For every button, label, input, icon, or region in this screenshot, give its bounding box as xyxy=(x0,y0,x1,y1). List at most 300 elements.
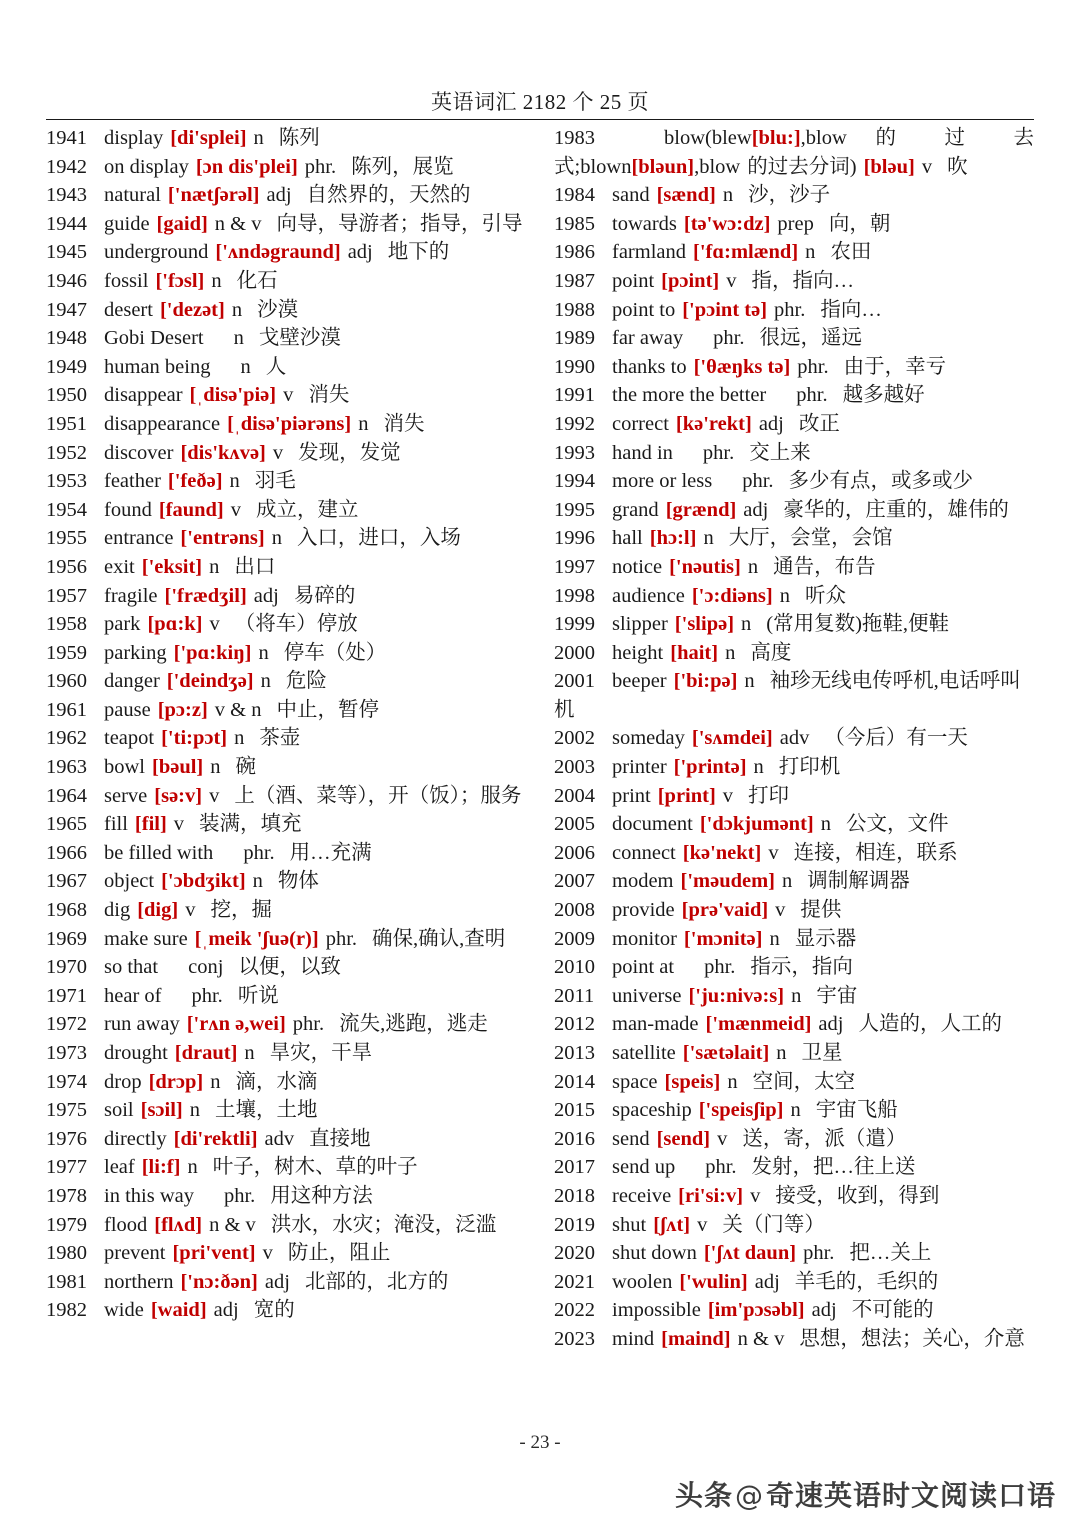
entry-part-of-speech: phr. xyxy=(742,470,774,493)
entry-part-of-speech: adj xyxy=(754,1270,780,1293)
entry-phonetic: [ɔn dis'plei] xyxy=(195,155,298,178)
dictionary-entry xyxy=(46,153,532,182)
entry-number: 1998 xyxy=(554,584,595,607)
entry-translation: 挖，掘 xyxy=(210,899,272,922)
entry-number: 1980 xyxy=(46,1242,87,1265)
entry-phonetic: ['nætʃərəl] xyxy=(167,184,260,207)
dictionary-entry xyxy=(46,1211,532,1240)
entry-translation: 中止，暂停 xyxy=(276,698,379,721)
entry-phonetic: ['ɔbdʒikt] xyxy=(161,870,246,893)
entry-phonetic: ['mænmeid] xyxy=(705,1013,812,1036)
entry-phonetic: ['pɑ:kiŋ] xyxy=(173,641,252,664)
dictionary-entry xyxy=(46,696,532,725)
entry-part-of-speech: n xyxy=(187,1156,198,1179)
dictionary-entry xyxy=(46,296,532,325)
entry-translation: 提供 xyxy=(800,899,842,922)
entry-word: grand xyxy=(612,498,659,521)
entry-word: slipper xyxy=(612,613,668,636)
entry-phonetic: ['eksit] xyxy=(141,555,203,578)
watermark-account: 奇速英语时文阅读口语 xyxy=(765,1479,1056,1512)
entry-part-of-speech: n xyxy=(260,670,271,693)
dictionary-entry xyxy=(46,667,532,696)
entry-word: shut xyxy=(612,1213,647,1236)
entry-translation: 空间，太空 xyxy=(752,1070,856,1093)
entry-translation: 羊毛的，毛织的 xyxy=(794,1270,939,1293)
entry-translation: 宇宙飞船 xyxy=(815,1099,898,1122)
dictionary-entry xyxy=(46,1182,532,1211)
entry-part-of-speech: n xyxy=(229,470,240,493)
dictionary-entry xyxy=(46,439,532,468)
dictionary-entry xyxy=(46,467,532,496)
entry-number: 1983 xyxy=(554,127,595,149)
entry-phonetic: [pri'vent] xyxy=(172,1242,256,1265)
entry-translation: 指示，指向 xyxy=(750,956,853,979)
entry-word: fossil xyxy=(104,269,149,292)
entry-part-of-speech: adj xyxy=(347,241,373,264)
entry-translation: 宽的 xyxy=(253,1299,295,1322)
dictionary-entry xyxy=(554,296,1034,325)
entry-phonetic: [hait] xyxy=(670,641,719,664)
dictionary-entry xyxy=(46,1239,532,1268)
entry-translation: 改正 xyxy=(798,412,840,435)
entry-phonetic: ['məudem] xyxy=(680,870,776,893)
entry-part-of-speech: conj xyxy=(188,956,224,979)
entry-translation: 易碎的 xyxy=(293,584,356,607)
entry-word: leaf xyxy=(104,1156,135,1179)
entry-number: 1984 xyxy=(554,184,595,207)
entry-translation: (常用复数)拖鞋,便鞋 xyxy=(766,613,950,636)
dictionary-entry xyxy=(554,410,1034,439)
entry-part-of-speech: n xyxy=(725,641,736,664)
entry-translation: 袖珍无线电传呼机,电话呼叫机 xyxy=(554,670,1021,721)
entry-part-of-speech: v & n xyxy=(214,698,262,721)
watermark xyxy=(675,1474,1056,1514)
entry-word: drought xyxy=(104,1042,168,1064)
dictionary-entry xyxy=(46,353,532,382)
entry-part-of-speech: v xyxy=(726,269,737,292)
dictionary-entry xyxy=(554,1296,1034,1325)
entry-number: 1997 xyxy=(554,555,595,578)
dictionary-entry xyxy=(46,1010,532,1039)
dictionary-entry xyxy=(554,1239,1034,1268)
dictionary-entry xyxy=(554,1096,1034,1125)
entry-word: blow(blew xyxy=(664,127,752,149)
entry-number: 1966 xyxy=(46,841,87,864)
entry-word: man-made xyxy=(612,1013,699,1036)
entry-number: 1951 xyxy=(46,412,87,435)
dictionary-entry xyxy=(46,1068,532,1097)
entry-number: 2016 xyxy=(554,1127,595,1150)
dictionary-entry xyxy=(554,238,1034,267)
dictionary-entry xyxy=(554,982,1034,1011)
entry-number: 1944 xyxy=(46,212,87,235)
entry-word: mind xyxy=(612,1327,655,1350)
entry-word: universe xyxy=(612,984,682,1007)
entry-translation: 确保,确认,查明 xyxy=(372,927,506,950)
entry-translation: 吹 xyxy=(947,155,968,178)
entry-number: 2005 xyxy=(554,813,595,836)
left-column xyxy=(46,124,540,1354)
entry-number: 2017 xyxy=(554,1156,595,1179)
entry-word: towards xyxy=(612,212,677,235)
entry-part-of-speech: v xyxy=(272,441,284,464)
entry-phonetic: [drɔp] xyxy=(148,1070,204,1093)
dictionary-entry xyxy=(554,896,1034,925)
dictionary-entry xyxy=(554,1010,1034,1039)
entry-number: 2013 xyxy=(554,1042,595,1064)
header-divider xyxy=(46,119,1034,120)
entry-phonetic: [print] xyxy=(657,784,716,807)
entry-translation: 地下的 xyxy=(387,241,450,264)
entry-part-of-speech: v xyxy=(262,1242,273,1265)
entry-number: 2018 xyxy=(554,1184,595,1207)
entry-word: point xyxy=(612,269,655,292)
entry-number: 1972 xyxy=(46,1013,87,1036)
entry-word: spaceship xyxy=(612,1099,692,1122)
entry-part-of-speech: n xyxy=(722,184,734,207)
entry-number: 1986 xyxy=(554,241,595,264)
entry-part-of-speech: n xyxy=(782,870,793,893)
entry-word: woolen xyxy=(612,1270,673,1293)
entry-part-of-speech: n xyxy=(820,813,831,836)
dictionary-entry xyxy=(46,496,532,525)
page-number: - 23 - xyxy=(519,1432,561,1453)
entry-word: Gobi Desert xyxy=(104,327,204,350)
dictionary-entry xyxy=(554,1153,1034,1182)
entry-translation: 豪华的，庄重的，雄伟的 xyxy=(783,498,1009,521)
entry-phonetic: [bəul] xyxy=(152,756,204,779)
entry-number: 2020 xyxy=(554,1242,595,1265)
watermark-at-sign: @ xyxy=(734,1479,764,1512)
dictionary-entry xyxy=(554,353,1034,382)
entry-part-of-speech: n xyxy=(727,1070,738,1093)
entry-word: feather xyxy=(104,470,161,493)
entry-part-of-speech: v xyxy=(717,1127,728,1150)
entry-translation: 通告，布告 xyxy=(773,555,876,578)
entry-number: 1985 xyxy=(554,212,595,235)
entry-part-of-speech: phr. xyxy=(325,927,358,950)
entry-translation: 北部的，北方的 xyxy=(304,1270,449,1293)
page-title: 英语词汇 2182 个 25 页 xyxy=(431,90,649,114)
two-column-body xyxy=(46,124,1034,1354)
entry-phonetic: ['nəutis] xyxy=(669,555,741,578)
entry-word: correct xyxy=(612,412,669,435)
entry-number: 1956 xyxy=(46,555,87,578)
entry-translation: 洪水，水灾；淹没，泛滥 xyxy=(270,1213,497,1236)
dictionary-entry xyxy=(554,1182,1034,1211)
entry-number: 1967 xyxy=(46,870,87,893)
entry-number: 1987 xyxy=(554,269,595,292)
entry-number: 1963 xyxy=(46,756,87,779)
entry-word: desert xyxy=(104,298,153,321)
dictionary-entry xyxy=(554,496,1034,525)
entry-word: disappear xyxy=(104,384,183,407)
entry-translation: 消失 xyxy=(383,412,425,435)
entry-translation: 自然界的，天然的 xyxy=(306,184,471,207)
entry-part-of-speech: v xyxy=(173,813,185,836)
dictionary-entry xyxy=(554,1325,1034,1354)
entry-phonetic: ['bi:pə] xyxy=(673,670,738,693)
entry-part-of-speech: phr. xyxy=(796,384,828,407)
entry-translation: 成立，建立 xyxy=(256,498,359,521)
entry-part-of-speech: adj xyxy=(264,1270,290,1293)
entry-phonetic: ['pɔint tə] xyxy=(682,298,768,321)
dictionary-entry xyxy=(46,1153,532,1182)
entry-phonetic: [draut] xyxy=(174,1042,238,1064)
entry-translation: 消失 xyxy=(308,384,350,407)
entry-word: bowl xyxy=(104,756,145,779)
entry-word: farmland xyxy=(612,241,686,264)
entry-part-of-speech: v xyxy=(209,613,220,636)
entry-part-of-speech: n xyxy=(779,584,790,607)
entry-word: point to xyxy=(612,298,676,321)
entry-translation: 关（门等） xyxy=(722,1213,825,1236)
entry-part-of-speech: n xyxy=(271,527,282,550)
entry-word: provide xyxy=(612,899,675,922)
dictionary-entry xyxy=(554,181,1034,210)
entry-translation: 指，指向… xyxy=(751,269,854,292)
entry-part-of-speech: v xyxy=(750,1184,761,1207)
entry-phonetic: [waid] xyxy=(150,1299,207,1322)
entry-translation: 化石 xyxy=(236,269,278,292)
entry-phonetic: ['rʌn ə,wei] xyxy=(186,1013,286,1036)
dictionary-entry xyxy=(46,1268,532,1297)
entry-translation: 多少有点，或多或少 xyxy=(788,470,974,493)
entry-number: 1954 xyxy=(46,498,87,521)
entry-phonetic: [grænd] xyxy=(665,498,737,521)
entry-phonetic: [im'pɔsəbl] xyxy=(707,1299,805,1322)
entry-translation: 陈列，展览 xyxy=(351,155,454,178)
entry-part-of-speech: n xyxy=(253,127,264,149)
entry-part-of-speech: v xyxy=(775,899,786,922)
entry-word: audience xyxy=(612,584,685,607)
entry-number: 2015 xyxy=(554,1099,595,1122)
dictionary-entry xyxy=(554,381,1034,410)
entry-word: receive xyxy=(612,1184,672,1207)
entry-part-of-speech: v xyxy=(283,384,294,407)
entry-phonetic: [ri'si:v] xyxy=(678,1184,744,1207)
entry-translation: 危险 xyxy=(285,670,327,693)
entry-part-of-speech: v xyxy=(722,784,734,807)
entry-word: dig xyxy=(104,899,131,922)
entry-number: 1968 xyxy=(46,899,87,922)
dictionary-entry xyxy=(554,1125,1034,1154)
entry-phonetic: [kə'nekt] xyxy=(682,841,762,864)
entry-word: disappearance xyxy=(104,412,221,435)
entry-word: shut down xyxy=(612,1242,697,1265)
entry-phonetic: ['wulin] xyxy=(679,1270,748,1293)
entry-part-of-speech: n & v xyxy=(737,1327,785,1350)
entry-phonetic: [sə:v] xyxy=(154,784,203,807)
entry-number: 2008 xyxy=(554,899,595,922)
entry-number: 1941 xyxy=(46,127,87,149)
entry-word: wide xyxy=(104,1299,144,1322)
entry-word: directly xyxy=(104,1127,167,1150)
entry-number: 1957 xyxy=(46,584,87,607)
dictionary-entry xyxy=(554,610,1034,639)
entry-phonetic: [fil] xyxy=(134,813,167,836)
entry-translation: 向导，导游者；指导，引导 xyxy=(276,212,523,235)
entry-translation: 叶子，树木、草的叶子 xyxy=(212,1156,418,1179)
entry-part-of-speech: n xyxy=(258,641,269,664)
entry-word: hand in xyxy=(612,441,673,464)
entry-translation: 连接，相连，联系 xyxy=(793,841,958,864)
entry-number: 1947 xyxy=(46,298,87,321)
dictionary-entry xyxy=(46,982,532,1011)
entry-phonetic: ['nɔ:ðən] xyxy=(180,1270,258,1293)
entry-number: 1978 xyxy=(46,1184,87,1207)
entry-word: guide xyxy=(104,212,150,235)
entry-part-of-speech: n xyxy=(209,555,220,578)
entry-word: more or less xyxy=(612,470,713,493)
entry-translation: 高度 xyxy=(750,641,792,664)
entry-part-of-speech: n xyxy=(252,870,263,893)
dictionary-entry xyxy=(554,1268,1034,1297)
entry-number: 1948 xyxy=(46,327,87,350)
entry-word: printer xyxy=(612,756,667,779)
dictionary-entry xyxy=(46,553,532,582)
entry-word-cont: ;blown xyxy=(574,155,632,178)
entry-phonetic: [ˌmeik 'ʃuə(r)] xyxy=(194,927,319,950)
entry-word: fill xyxy=(104,813,128,836)
entry-number: 1943 xyxy=(46,184,87,207)
entry-phonetic: ['sætəlait] xyxy=(682,1042,770,1064)
entry-word: exit xyxy=(104,555,135,578)
dictionary-entry xyxy=(46,410,532,439)
entry-phonetic: ['sʌmdei] xyxy=(691,727,773,750)
dictionary-entry xyxy=(46,810,532,839)
entry-part-of-speech: v xyxy=(697,1213,708,1236)
dictionary-entry xyxy=(554,782,1034,811)
entry-translation: 停车（处） xyxy=(283,641,387,664)
entry-word: notice xyxy=(612,555,663,578)
entry-number: 1955 xyxy=(46,527,87,550)
entry-translation: 碗 xyxy=(235,756,256,779)
entry-part-of-speech: adj xyxy=(758,412,784,435)
entry-translation: 公文，文件 xyxy=(845,813,949,836)
entry-phonetic: [blu:] xyxy=(751,127,801,149)
entry-number: 2021 xyxy=(554,1270,595,1293)
entry-phonetic: ['ʌndəgraund] xyxy=(215,241,341,264)
dictionary-entry xyxy=(554,925,1034,954)
entry-number: 1950 xyxy=(46,384,87,407)
dictionary-entry xyxy=(46,524,532,553)
entry-number: 1942 xyxy=(46,155,87,178)
dictionary-entry xyxy=(554,1039,1034,1068)
dictionary-entry xyxy=(46,896,532,925)
entry-part-of-speech: n xyxy=(790,1099,801,1122)
entry-part-of-speech: adj xyxy=(818,1013,844,1036)
entry-part-of-speech: adv xyxy=(779,727,810,750)
entry-number: 1977 xyxy=(46,1156,87,1179)
entry-number: 1989 xyxy=(554,327,595,350)
dictionary-entry xyxy=(46,639,532,668)
entry-translation: 打印 xyxy=(748,784,790,807)
entry-part-of-speech: phr. xyxy=(774,298,806,321)
entry-part-of-speech: phr. xyxy=(243,841,275,864)
entry-word: hear of xyxy=(104,984,162,1007)
entry-part-of-speech: v xyxy=(768,841,779,864)
entry-part-of-speech: n xyxy=(744,670,755,693)
entry-number: 2007 xyxy=(554,870,595,893)
entry-number: 2006 xyxy=(554,841,595,864)
entry-number: 2004 xyxy=(554,784,595,807)
entry-number: 1946 xyxy=(46,269,87,292)
dictionary-entry xyxy=(46,724,532,753)
entry-part-of-speech: adj xyxy=(213,1299,239,1322)
entry-number: 1960 xyxy=(46,670,87,693)
entry-translation: （将车）停放 xyxy=(234,613,358,636)
entry-phonetic: [dis'kʌvə] xyxy=(180,441,266,464)
entry-part-of-speech: adj xyxy=(811,1299,837,1322)
entry-part-of-speech: n xyxy=(805,241,816,264)
entry-translation: 戈壁沙漠 xyxy=(258,327,341,350)
entry-part-of-speech: n xyxy=(244,1042,255,1064)
dictionary-entry xyxy=(46,753,532,782)
entry-phonetic: [bləun] xyxy=(631,155,695,178)
entry-phonetic: [pɔ:z] xyxy=(157,698,208,721)
dictionary-entry xyxy=(554,439,1034,468)
entry-number: 1973 xyxy=(46,1042,87,1064)
entry-part-of-speech: adj xyxy=(253,584,279,607)
entry-word: the more the better xyxy=(612,384,767,407)
entry-phonetic: [dig] xyxy=(137,899,179,922)
entry-phonetic: [ˌdisə'piə] xyxy=(189,384,277,407)
entry-phonetic: [pɔint] xyxy=(661,269,720,292)
dictionary-entry xyxy=(46,324,532,353)
entry-part-of-speech: phr. xyxy=(191,984,223,1007)
entry-part-of-speech: adj xyxy=(266,184,292,207)
entry-number: 1999 xyxy=(554,613,595,636)
dictionary-entry xyxy=(46,953,532,982)
entry-part-of-speech: phr. xyxy=(797,355,829,378)
entry-translation: 装满，填充 xyxy=(199,813,302,836)
entry-phonetic: [maind] xyxy=(661,1327,731,1350)
entry-word: pause xyxy=(104,698,151,721)
entry-word: document xyxy=(612,813,693,836)
dictionary-entry xyxy=(554,810,1034,839)
entry-phonetic: [sɔil] xyxy=(140,1099,183,1122)
entry-number: 2009 xyxy=(554,927,595,950)
entry-part-of-speech: phr. xyxy=(292,1013,325,1036)
entry-part-of-speech: n xyxy=(747,555,759,578)
entry-translation: 沙漠 xyxy=(257,298,299,321)
entry-number: 1993 xyxy=(554,441,595,464)
entry-translation: 的过去分词) xyxy=(747,155,857,178)
entry-phonetic: ['feðə] xyxy=(167,470,223,493)
entry-number: 1971 xyxy=(46,984,87,1007)
entry-word: display xyxy=(104,127,164,149)
entry-word: make sure xyxy=(104,927,188,950)
entry-translation: 发现，发觉 xyxy=(298,441,401,464)
dictionary-entry xyxy=(554,953,1034,982)
dictionary-entry xyxy=(554,1211,1034,1240)
entry-phonetic: ['fɔsl] xyxy=(155,269,205,292)
entry-number: 1969 xyxy=(46,927,87,950)
entry-word: parking xyxy=(104,641,167,664)
entry-number: 1952 xyxy=(46,441,87,464)
entry-word: thanks to xyxy=(612,355,687,378)
entry-part-of-speech: n xyxy=(211,269,222,292)
entry-number: 1990 xyxy=(554,355,595,378)
entry-word-cont: ,blow xyxy=(694,155,741,178)
dictionary-entry xyxy=(46,839,532,868)
entry-word: on display xyxy=(104,155,189,178)
dictionary-entry xyxy=(46,238,532,267)
entry-word: park xyxy=(104,613,141,636)
entry-word: print xyxy=(612,784,651,807)
watermark-prefix: 头条 xyxy=(674,1479,733,1512)
